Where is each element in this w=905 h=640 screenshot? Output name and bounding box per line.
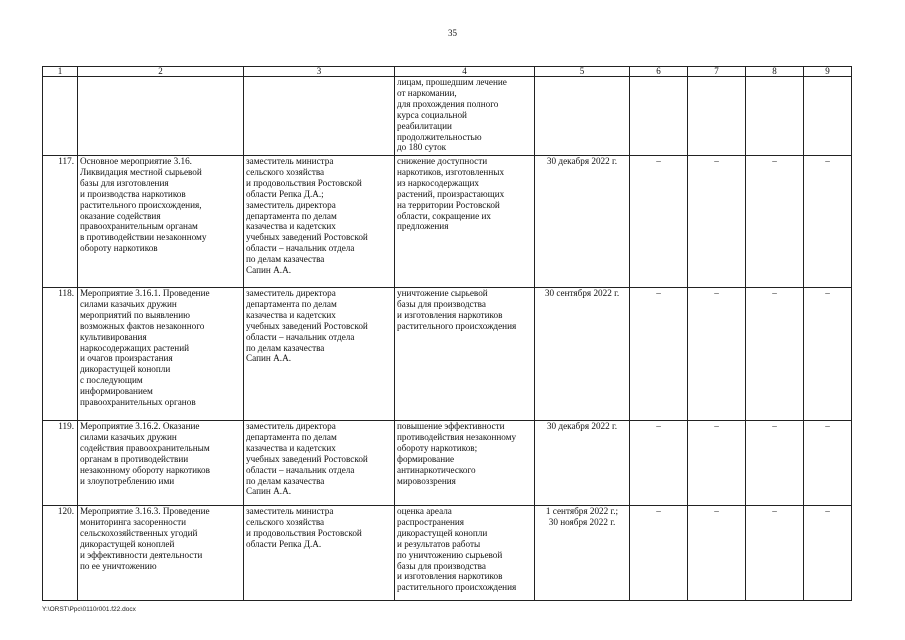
responsible-cell: заместитель директора департамента по делам казачества и кадетских учебных заведений Ростовской области – начальник отдела по делам казачества Сапин А.А. <box>244 421 395 506</box>
activity-cell <box>78 77 244 156</box>
table-row <box>43 506 852 601</box>
table-row <box>43 156 852 288</box>
col8-cell: – <box>746 506 804 601</box>
col9-cell: – <box>804 156 852 288</box>
result-cell: оценка ареала распространения дикорастущей конопли и результатов работы по уничтожению сырьевой базы для производства и изготовления наркотиков растительного происхождения <box>395 506 535 601</box>
column-header: 6 <box>630 67 688 77</box>
row-number: 117. <box>43 156 78 288</box>
col7-cell: – <box>688 506 746 601</box>
col9-cell <box>804 77 852 156</box>
column-header: 5 <box>535 67 630 77</box>
column-header: 2 <box>78 67 244 77</box>
col9-cell: – <box>804 506 852 601</box>
date-cell <box>535 77 630 156</box>
activity-cell: Мероприятие 3.16.1. Проведение силами казачьих дружин мероприятий по выявлению возможных фактов незаконного культивирования наркосодержащих растений и очагов произрастания дикорастущей конопли с последующим информированием правоохранительных органов <box>78 288 244 421</box>
row-number: 119. <box>43 421 78 506</box>
activities-table <box>42 66 852 601</box>
responsible-cell: заместитель министра сельского хозяйства и продовольствия Ростовской области Репка Д.А.; заместитель директора департамента по делам казачества и кадетских учебных заведений Ростовской области – начальник отдела по делам казачества Сапин А.А. <box>244 156 395 288</box>
col6-cell <box>630 77 688 156</box>
result-cell: уничтожение сырьевой базы для производства и изготовления наркотиков растительного происхождения <box>395 288 535 421</box>
activity-cell: Мероприятие 3.16.3. Проведение мониторинга засоренности сельскохозяйственных угодий дикорастущей коноплей и эффективности деятельности по ее уничтожению <box>78 506 244 601</box>
activity-cell: Основное мероприятие 3.16. Ликвидация местной сырьевой базы для изготовления и производства наркотиков растительного происхождения, оказание содействия правоохранительным органам в противодействии незаконному обороту наркотиков <box>78 156 244 288</box>
result-cell: лицам, прошедшим лечение от наркомании, для прохождения полного курса социальной реабилитации продолжительностью до 180 суток <box>395 77 535 156</box>
page-number: 35 <box>448 28 457 38</box>
col7-cell: – <box>688 421 746 506</box>
responsible-cell: заместитель директора департамента по делам казачества и кадетских учебных заведений Ростовской области – начальник отдела по делам казачества Сапин А.А. <box>244 288 395 421</box>
result-cell: повышение эффективности противодействия незаконному обороту наркотиков; формирование антинаркотического мировоззрения <box>395 421 535 506</box>
table-header-row <box>43 67 852 77</box>
col6-cell: – <box>630 421 688 506</box>
col6-cell: – <box>630 156 688 288</box>
table-row <box>43 288 852 421</box>
column-header: 7 <box>688 67 746 77</box>
row-number: 120. <box>43 506 78 601</box>
column-header: 4 <box>395 67 535 77</box>
date-cell: 30 декабря 2022 г. <box>535 156 630 288</box>
column-header: 3 <box>244 67 395 77</box>
col6-cell: – <box>630 506 688 601</box>
row-number: 118. <box>43 288 78 421</box>
result-cell: снижение доступности наркотиков, изготовленных из наркосодержащих растений, произрастающих на территории Ростовской области, сокращение их предложения <box>395 156 535 288</box>
activity-cell: Мероприятие 3.16.2. Оказание силами казачьих дружин содействия правоохранительным органам в противодействии незаконному обороту наркотиков и злоупотреблению ими <box>78 421 244 506</box>
date-cell: 30 декабря 2022 г. <box>535 421 630 506</box>
table-row <box>43 77 852 156</box>
column-header: 9 <box>804 67 852 77</box>
date-cell: 1 сентября 2022 г.; 30 ноября 2022 г. <box>535 506 630 601</box>
col8-cell <box>746 77 804 156</box>
responsible-cell <box>244 77 395 156</box>
column-header: 1 <box>43 67 78 77</box>
document-path-footer: Y:\ORST\Ppc\0110r001.f22.docx <box>42 606 136 613</box>
responsible-cell: заместитель министра сельского хозяйства и продовольствия Ростовской области Репка Д.А. <box>244 506 395 601</box>
col7-cell: – <box>688 288 746 421</box>
col9-cell: – <box>804 288 852 421</box>
col6-cell: – <box>630 288 688 421</box>
date-cell: 30 сентября 2022 г. <box>535 288 630 421</box>
row-number <box>43 77 78 156</box>
col8-cell: – <box>746 288 804 421</box>
col7-cell <box>688 77 746 156</box>
column-header: 8 <box>746 67 804 77</box>
table-row <box>43 421 852 506</box>
col8-cell: – <box>746 421 804 506</box>
col9-cell: – <box>804 421 852 506</box>
col8-cell: – <box>746 156 804 288</box>
col7-cell: – <box>688 156 746 288</box>
